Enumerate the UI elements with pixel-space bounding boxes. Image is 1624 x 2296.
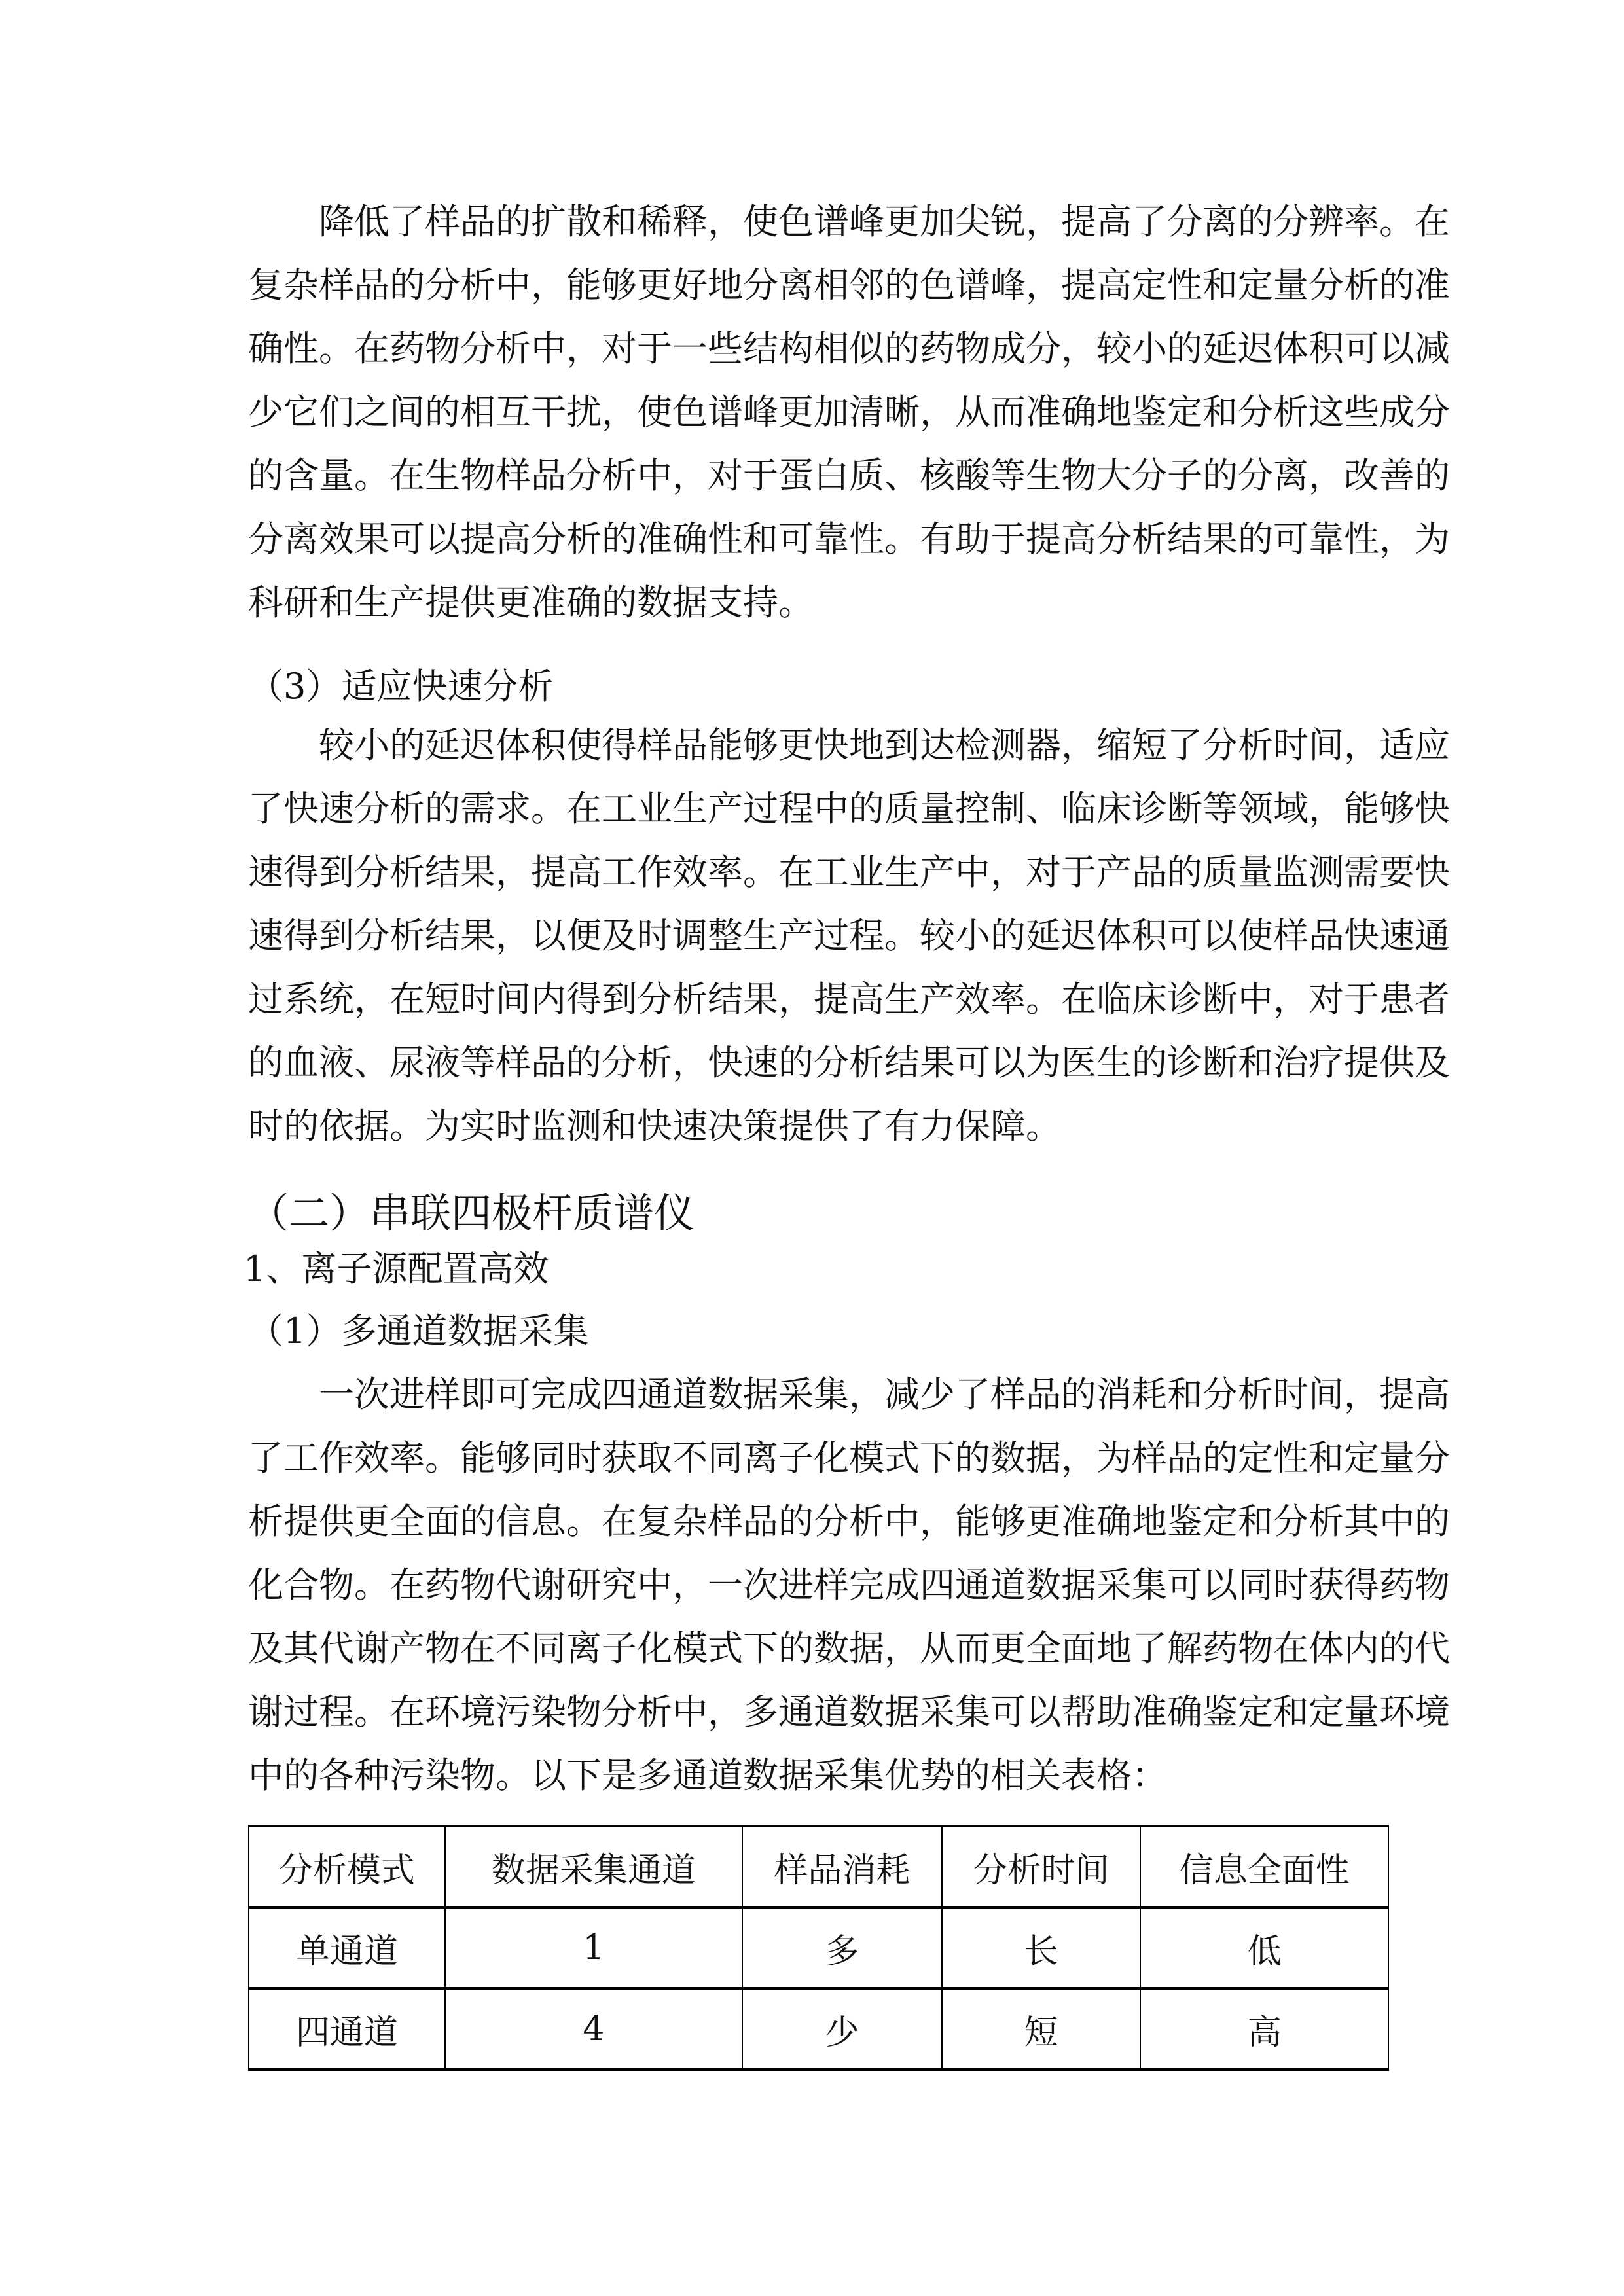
text-line: 确性。在药物分析中，对于一些结构相似的药物成分，较小的延迟体积可以减 — [248, 328, 1450, 369]
table-row — [249, 1988, 1388, 2070]
text-line: 过系统，在短时间内得到分析结果，提高生产效率。在临床诊断中，对于患者 — [248, 978, 1450, 1020]
table-cell: 1 — [445, 1907, 742, 1988]
text-line: 了快速分析的需求。在工业生产过程中的质量控制、临床诊断等领域，能够快 — [248, 788, 1450, 829]
text-line: 谢过程。在环境污染物分析中，多通道数据采集可以帮助准确鉴定和定量环境 — [248, 1691, 1450, 1732]
table-header-cell: 分析时间 — [942, 1826, 1141, 1907]
text-line: 化合物。在药物代谢研究中，一次进样完成四通道数据采集可以同时获得药物 — [248, 1564, 1450, 1605]
table-cell: 高 — [1140, 1988, 1388, 2070]
table-row — [249, 1907, 1388, 1988]
heading-multichannel: （1）多通道数据采集 — [248, 1310, 589, 1352]
table-cell: 少 — [742, 1988, 942, 2070]
table-header-cell: 数据采集通道 — [445, 1826, 742, 1907]
section-title: （二）串联四极杆质谱仪 — [248, 1189, 695, 1237]
text-line: 速得到分析结果，提高工作效率。在工业生产中，对于产品的质量监测需要快 — [248, 852, 1450, 893]
text-line: 中的各种污染物。以下是多通道数据采集优势的相关表格： — [248, 1755, 1167, 1796]
table-header-cell: 信息全面性 — [1140, 1826, 1388, 1907]
table-header-cell: 分析模式 — [249, 1826, 445, 1907]
table-cell: 单通道 — [249, 1907, 445, 1988]
heading-fast-analysis: （3）适应快速分析 — [248, 666, 554, 707]
text-line: 科研和生产提供更准确的数据支持。 — [248, 582, 814, 623]
table-cell: 多 — [742, 1907, 942, 1988]
comparison-table — [248, 1825, 1389, 2071]
text-line: 少它们之间的相互干扰，使色谱峰更加清晰，从而准确地鉴定和分析这些成分 — [248, 391, 1450, 433]
table-cell: 低 — [1140, 1907, 1388, 1988]
text-line: 复杂样品的分析中，能够更好地分离相邻的色谱峰，提高定性和定量分析的准 — [248, 264, 1450, 306]
text-line: 时的依据。为实时监测和快速决策提供了有力保障。 — [248, 1105, 1061, 1147]
text-line: 及其代谢产物在不同离子化模式下的数据，从而更全面地了解药物在体内的代 — [248, 1628, 1450, 1669]
text-line: 的血液、尿液等样品的分析，快速的分析结果可以为医生的诊断和治疗提供及 — [248, 1042, 1450, 1083]
table-cell: 四通道 — [249, 1988, 445, 2070]
table-header-row — [249, 1826, 1388, 1907]
table-cell: 4 — [445, 1988, 742, 2070]
text-line: 析提供更全面的信息。在复杂样品的分析中，能够更准确地鉴定和分析其中的 — [248, 1501, 1450, 1542]
text-line: 了工作效率。能够同时获取不同离子化模式下的数据，为样品的定性和定量分 — [248, 1437, 1450, 1479]
table-cell: 长 — [942, 1907, 1141, 1988]
text-line: 降低了样品的扩散和稀释，使色谱峰更加尖锐，提高了分离的分辨率。在 — [319, 201, 1450, 242]
text-line: 分离效果可以提高分析的准确性和可靠性。有助于提高分析结果的可靠性，为 — [248, 518, 1450, 560]
text-line: 较小的延迟体积使得样品能够更快地到达检测器，缩短了分析时间，适应 — [319, 725, 1450, 766]
table-cell: 短 — [942, 1988, 1141, 2070]
sub-title: 1、离子源配置高效 — [244, 1248, 549, 1289]
text-line: 一次进样即可完成四通道数据采集，减少了样品的消耗和分析时间，提高 — [319, 1374, 1450, 1415]
text-line: 的含量。在生物样品分析中，对于蛋白质、核酸等生物大分子的分离，改善的 — [248, 455, 1450, 496]
table-header-cell: 样品消耗 — [742, 1826, 942, 1907]
text-line: 速得到分析结果，以便及时调整生产过程。较小的延迟体积可以使样品快速通 — [248, 915, 1450, 956]
